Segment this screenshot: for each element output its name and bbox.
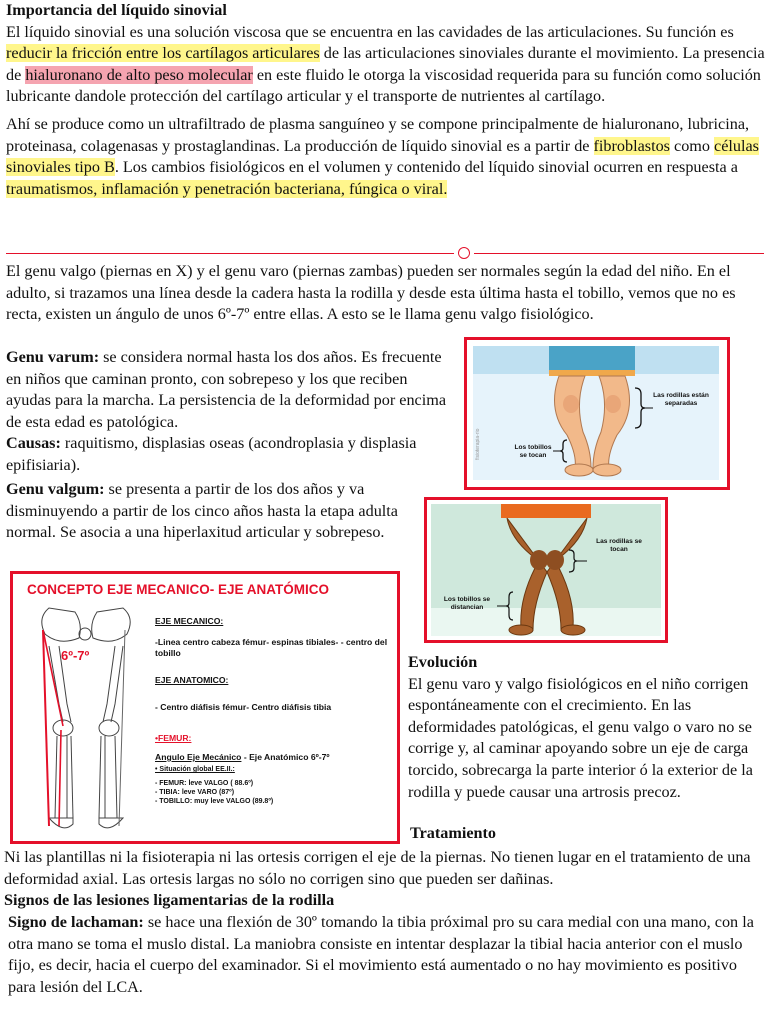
eje-mecanico-heading: EJE MECANICO: (155, 616, 224, 626)
highlight: células sinoviales tipo B (6, 136, 759, 177)
text-run: Ahí se produce como un ultrafiltrado de plasma sanguíneo y se compone principalmente de hialuronano, lubricina, proteinasa, colagenasas y prostaglandinas. La producción de líquido sinovial es a partir de (6, 114, 750, 155)
evolucion-block (408, 652, 766, 803)
divider-right (474, 253, 764, 254)
genu-varum-text: se considera normal hasta los dos años. Es frecuente en niños que caminan pronto, con sobrepeso y los que reciben ayudas para la marcha. La persistencia de la deformidad por encima de esta edad es patológica. (6, 348, 447, 431)
signo-lachman-label: Signo de lachaman: (8, 913, 144, 931)
varum-label-knees: Las rodillas están separadas (653, 392, 709, 407)
figure-concepto-eje (10, 571, 400, 844)
concept-title: CONCEPTO EJE MECANICO- EJE ANATÓMICO (27, 582, 330, 597)
genu-valgum-illustration (427, 500, 665, 640)
valgum-label-knees: Las rodillas se tocan (596, 538, 642, 553)
genu-varum-block (6, 347, 448, 477)
angle-label: 6º-7º (61, 648, 90, 663)
paragraph-2 (6, 114, 766, 200)
section-title: Importancia del líquido sinovial (6, 1, 227, 19)
tobillo-line: - TOBILLO: muy leve VALGO (89.8º) (155, 798, 274, 805)
concept-text (155, 616, 399, 806)
evolucion-title: Evolución (408, 653, 478, 671)
angulo-value: - Eje Anatómico 6º-7º (241, 752, 330, 762)
highlight: reducir la fricción entre los cartílagos articulares (6, 44, 320, 63)
causas-text: raquitismo, displasias oseas (acondroplasia y displasia epifisiaria). (6, 434, 417, 474)
text-run: El líquido sinovial es una solución viscosa que se encuentra en las cavidades de las articulaciones. Su función es (6, 22, 734, 41)
signo-lachman-block (8, 912, 758, 998)
genu-varum-illustration (467, 340, 727, 487)
text-run: de las articulaciones sinoviales durante el movimiento. La presencia de (6, 44, 765, 84)
divider-circle (458, 247, 470, 259)
valgum-label-ankles: Los tobillos se distancian (443, 596, 491, 611)
genu-varum-label: Genu varum: (6, 348, 100, 366)
femur-line: - FEMUR: leve VALGO ( 88.6º) (155, 780, 254, 787)
femur-heading: •FEMUR: (155, 733, 192, 743)
figure-genu-varum (464, 337, 730, 490)
highlight-pink: hialuronano de alto peso molecular (25, 65, 253, 84)
genu-valgum-block (6, 479, 416, 544)
eje-anatomico-heading: EJE ANATOMICO: (155, 675, 229, 685)
text-run: como (669, 136, 715, 155)
figure-watermark: fisioterapia-rio (475, 428, 481, 460)
paragraph-1 (6, 22, 766, 108)
genu-valgum-label: Genu valgum: (6, 480, 105, 498)
skeleton-diagram (19, 604, 153, 840)
text-run: en este fluido le otorga la viscosidad requerida para su función como solución lubricante dandole protección del cartílago articular y el transporte de nutrientes al cartílago. (6, 65, 761, 106)
angulo-label: Angulo Eje Mecánico (155, 752, 242, 762)
causas-label: Causas: (6, 434, 61, 453)
situacion-global: • Situación global EE.II.: (155, 766, 235, 773)
section-importancia (6, 0, 766, 200)
evolucion-text: El genu varo y valgo fisiológicos en el niño corrigen espontáneamente con el crecimiento. En las deformidades patológicas, el genu valgo o varo no se corrige y, al caminar apoyando sobre un eje de carga torcido, sobrecarga la parte interior ó la exterior de la rodilla y puede causar una artrosis precoz. (408, 674, 753, 801)
divider-left (6, 253, 454, 254)
tibia-line: - TIBIA: leve VARO (87º) (155, 789, 235, 796)
tratamiento-title: Tratamiento (410, 824, 497, 842)
intro-paragraph: El genu valgo (piernas en X) y el genu varo (piernas zambas) pueden ser normales según la edad del niño. En el adulto, si trazamos una línea desde la cadera hasta la rodilla y desde esta última hasta el tobillo, vemos que no es recta, existen un ángulo de unos 6º-7º entre ellas. A esto se le llama genu valgo fisiológico. (6, 262, 736, 324)
eje-mecanico-text: -Linea centro cabeza fémur- espinas tibiales- - centro del tobillo (155, 637, 388, 658)
signos-title: Signos de las lesiones ligamentarias de la rodilla (4, 891, 335, 909)
signo-lachman-text: se hace una flexión de 30º tomando la tibia próximal pro su cara medial con una mano, con la otra mano se toma el muslo distal. La maniobra consiste en intentar desplazar la tibial hacia anterior con el muslo fijo, es decir, hacia el cuerpo del examinador. Si el movimiento está aumentado o no hay movimiento es positivo para lesión del LCA. (8, 913, 754, 996)
figure-genu-valgum (424, 497, 668, 643)
text-run: . Los cambios fisiológicos en el volumen y contenido del líquido sinovial ocurren en respuesta a (114, 158, 738, 177)
eje-anatomico-text: - Centro diáfisis fémur- Centro diáfisis tibia (155, 702, 332, 712)
varum-label-ankles: Los tobillos se tocan (514, 444, 552, 459)
highlight: traumatismos, inflamación y penetración bacteriana, fúngica o viral. (6, 179, 448, 198)
tratamiento-text: Ni las plantillas ni la fisioterapia ni las ortesis corrigen el eje de la piernas. No tienen lugar en el tratamiento de una deformidad axial. Las ortesis largas no sólo no corrigen sino que pueden ser dañinas. (4, 848, 751, 888)
genu-valgum-text: se presenta a partir de los dos años y va disminuyendo a partir de los cinco años hasta la etapa adulta normal. Se asocia a una hiperlaxitud articular y sobrepeso. (6, 480, 398, 542)
highlight: fibroblastos (593, 136, 670, 155)
